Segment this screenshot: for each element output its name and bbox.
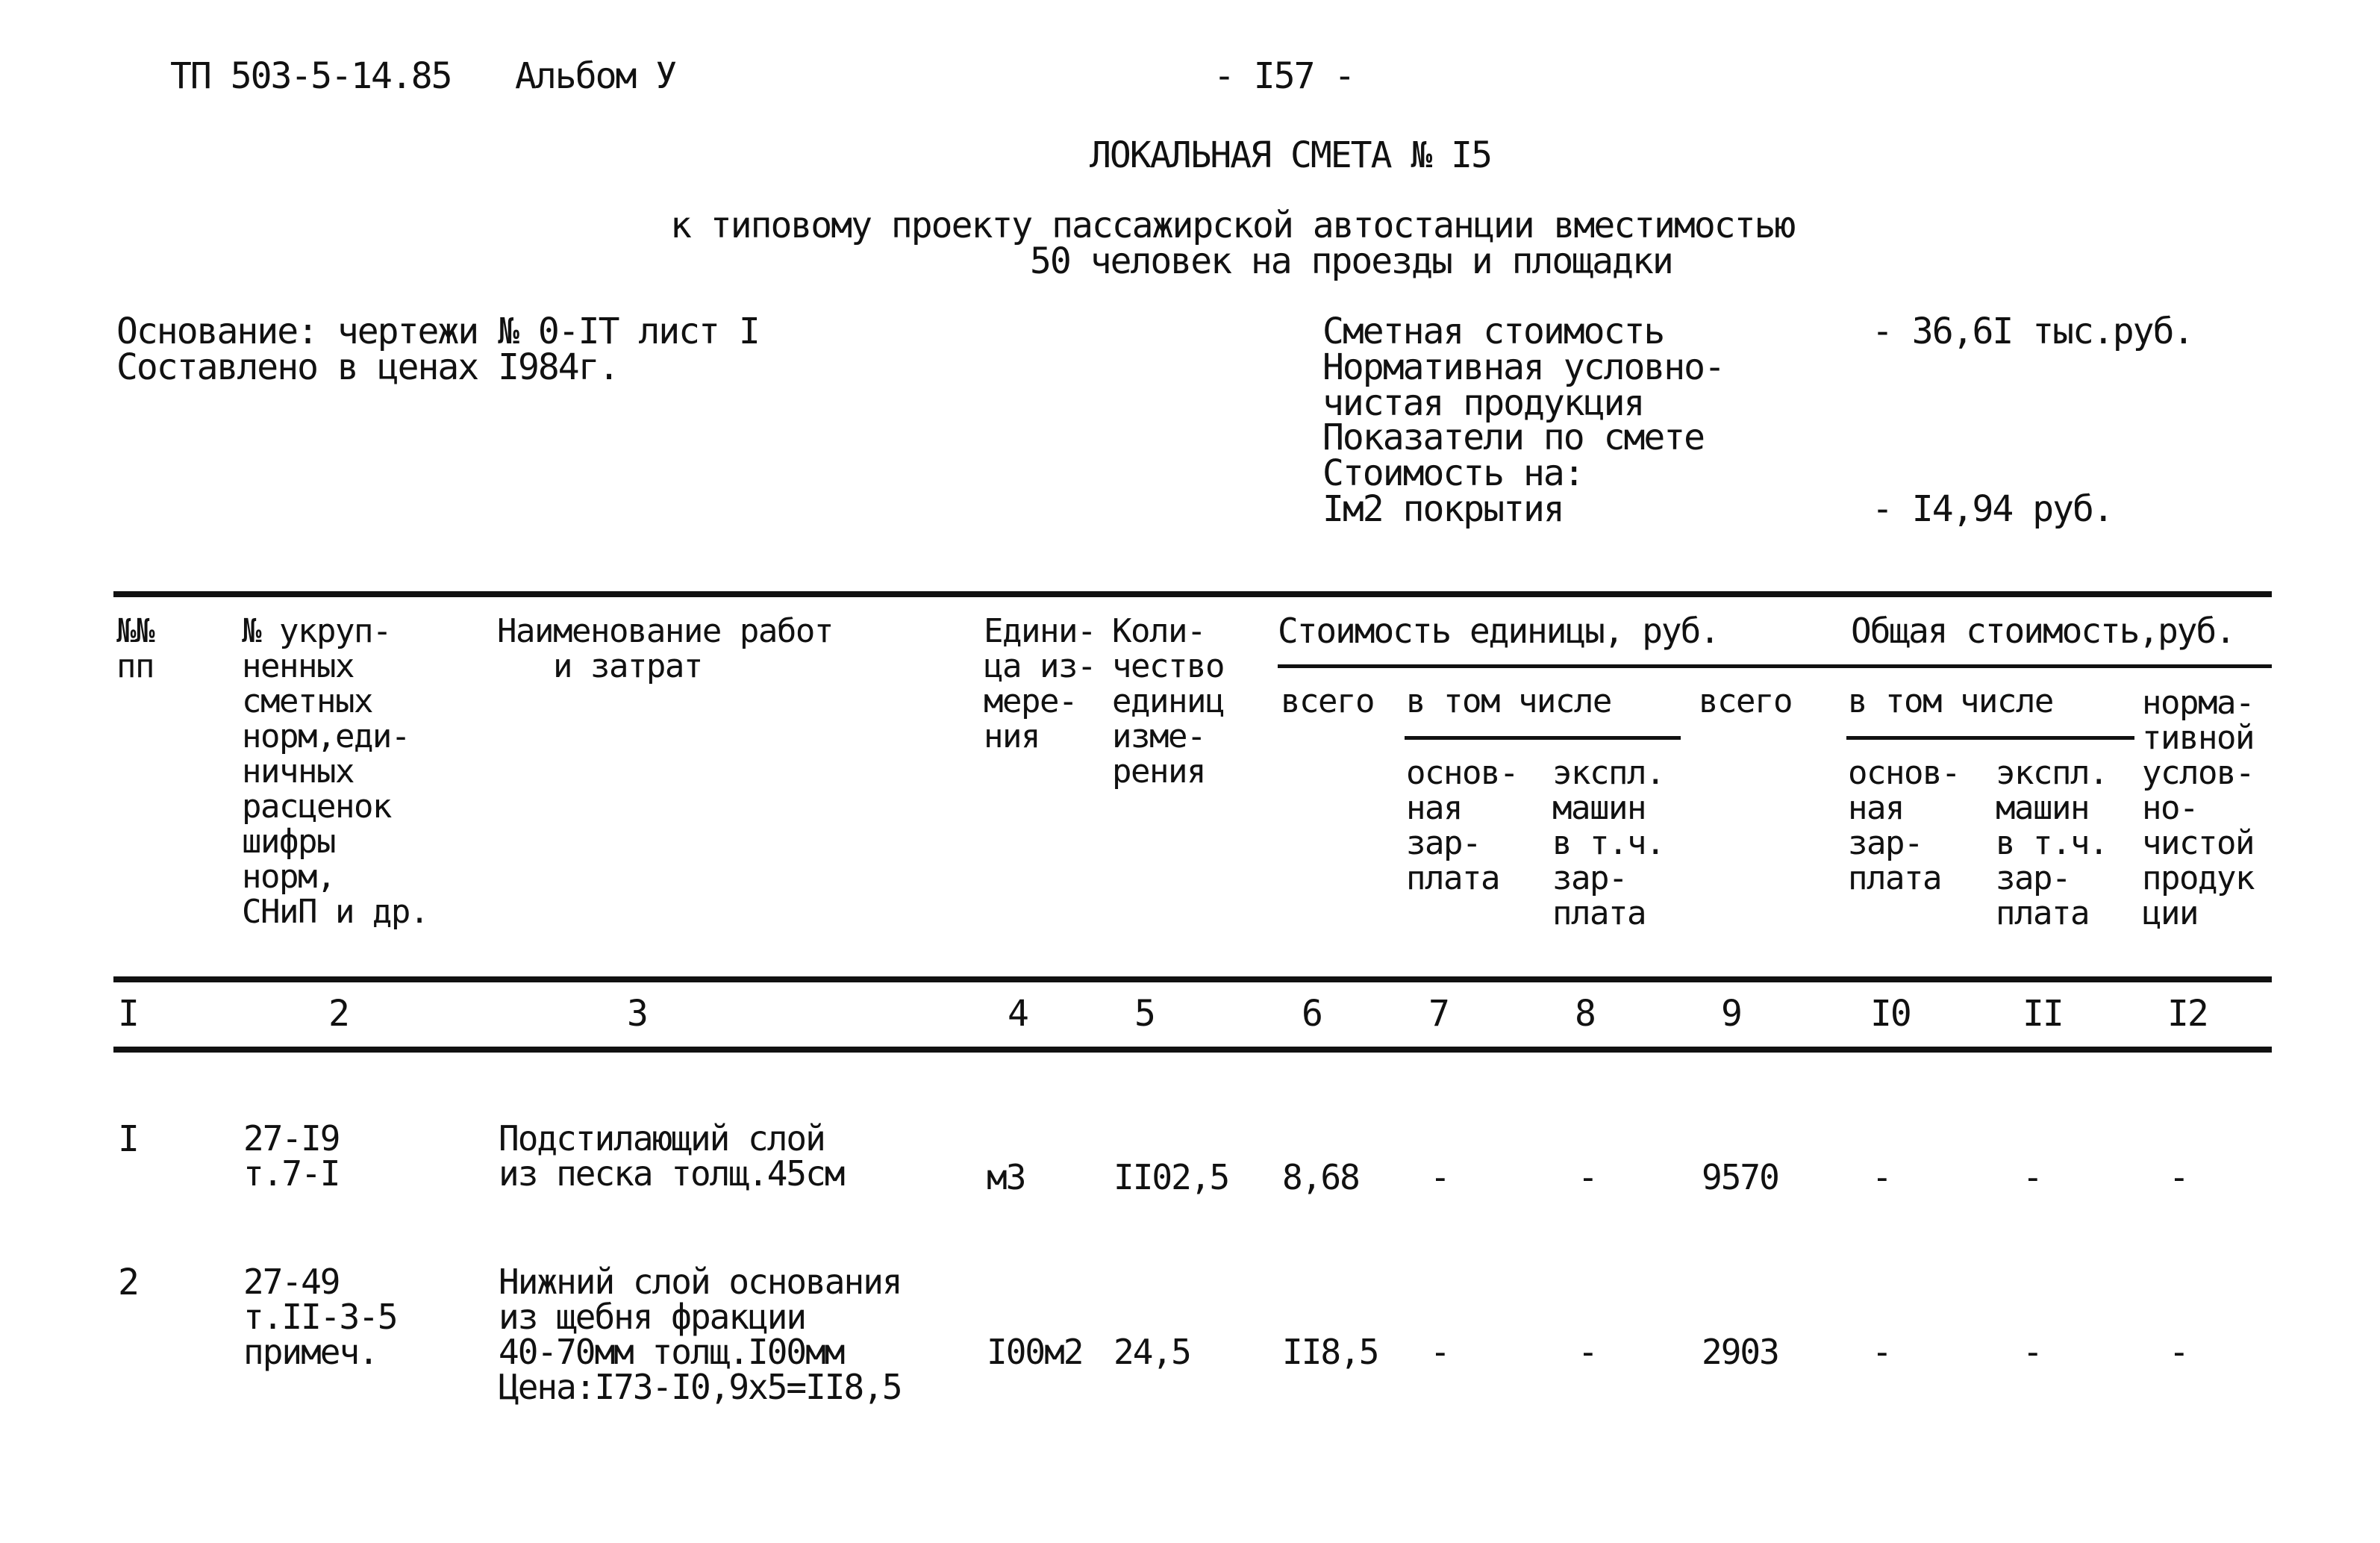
row-work-name: Нижний слой основания из щебня фракции 40-70мм толщ.I00мм Цена:I73-I0,9х5=II8,5 <box>499 1262 902 1407</box>
row-unit-wage: - <box>1430 1332 1449 1372</box>
row-unit-machines: - <box>1578 1332 1597 1372</box>
header-total-basic-wage: основ- ная зар- плата <box>1848 754 1960 897</box>
row-norm-code: 27-49 т.II-3-5 примеч. <box>243 1262 397 1372</box>
header-unit-basic-wage: основ- ная зар- плата <box>1406 754 1518 897</box>
page-number: - I57 - <box>1214 55 1355 97</box>
row-unit-total: 8,68 <box>1282 1157 1359 1197</box>
column-number: 7 <box>1428 993 1449 1035</box>
basis-line-2: Составлено в ценах I984г. <box>116 346 619 388</box>
column-number: 6 <box>1302 993 1322 1035</box>
page-title: ЛОКАЛЬНАЯ СМЕТА № I5 <box>1090 134 1491 176</box>
header-total-machines: экспл. машин в т.ч. зар- плата <box>1996 754 2108 932</box>
group-divider-rule <box>1278 664 2272 668</box>
column-number: I2 <box>2167 993 2208 1035</box>
row-total-normative: - <box>2169 1332 2188 1372</box>
document-reference: ТП 503-5-14.85 <box>170 55 452 97</box>
row-total-normative: - <box>2169 1157 2188 1197</box>
header-unit-incl: в том числе <box>1406 682 1611 720</box>
normative-label-2: чистая продукция <box>1322 382 1644 424</box>
normative-label-1: Нормативная условно- <box>1322 346 1724 388</box>
header-total-incl: в том числе <box>1848 682 2053 720</box>
unit-incl-divider-rule <box>1405 736 1681 740</box>
column-number: 9 <box>1721 993 1741 1035</box>
row-unit: I00м2 <box>987 1332 1083 1372</box>
row-total-machines: - <box>2023 1157 2042 1197</box>
row-unit: м3 <box>987 1157 1025 1197</box>
table-top-rule <box>113 591 2272 597</box>
column-number: 4 <box>1008 993 1028 1035</box>
header-total-cost-group: Общая стоимость,руб. <box>1851 611 2234 651</box>
row-unit-total: II8,5 <box>1282 1332 1378 1372</box>
header-row-number: №№ пп <box>116 612 154 685</box>
album-label: Альбом У <box>515 55 676 97</box>
subtitle-line-1: к типовому проекту пассажирской автостанции вместимостью <box>670 205 1795 246</box>
header-work-name: Наименование работ и затрат <box>497 612 833 685</box>
column-number: 5 <box>1134 993 1155 1035</box>
column-number: II <box>2023 993 2063 1035</box>
row-quantity: II02,5 <box>1114 1157 1229 1197</box>
row-quantity: 24,5 <box>1114 1332 1190 1372</box>
estimated-cost-value: - 36,6I тыс.руб. <box>1872 311 2193 352</box>
header-total-total: всего <box>1699 682 1792 720</box>
basis-line-1: Основание: чертежи № 0-IТ лист I <box>116 311 759 352</box>
row-total-machines: - <box>2023 1332 2042 1372</box>
header-unit: Едини- ца из- мере- ния <box>984 612 1096 755</box>
indicators-label: Показатели по смете <box>1322 417 1705 458</box>
per-m2-value: - I4,94 руб. <box>1872 488 2113 530</box>
header-unit-total: всего <box>1281 682 1374 720</box>
row-unit-wage: - <box>1430 1157 1449 1197</box>
header-norm-code: № укруп- ненных сметных норм,еди- ничных расценок шифры норм, СНиП и др. <box>242 612 428 931</box>
column-number: 8 <box>1575 993 1595 1035</box>
estimated-cost-label: Сметная стоимость <box>1322 311 1664 352</box>
header-unit-cost-group: Стоимость единицы, руб. <box>1278 611 1719 651</box>
per-m2-label: Iм2 покрытия <box>1322 488 1564 530</box>
column-number: I <box>118 993 138 1035</box>
header-total-normative: норма- тивной услов- но- чистой продук ции <box>2142 684 2254 932</box>
row-number: I <box>118 1118 138 1160</box>
column-number: 3 <box>627 993 647 1035</box>
total-incl-divider-rule <box>1846 736 2134 740</box>
header-bottom-rule <box>113 976 2272 982</box>
row-work-name: Подстилающий слой из песка толщ.45см <box>499 1118 844 1194</box>
column-number: I0 <box>1870 993 1911 1035</box>
row-total: 9570 <box>1702 1157 1778 1197</box>
numbers-bottom-rule <box>113 1047 2272 1053</box>
row-unit-machines: - <box>1578 1157 1597 1197</box>
header-quantity: Коли- чество единиц изме- рения <box>1112 612 1224 791</box>
row-total-wage: - <box>1872 1157 1891 1197</box>
row-total-wage: - <box>1872 1332 1891 1372</box>
row-number: 2 <box>118 1262 138 1303</box>
column-number: 2 <box>328 993 349 1035</box>
header-unit-machines: экспл. машин в т.ч. зар- плата <box>1552 754 1664 932</box>
cost-for-label: Стоимость на: <box>1322 452 1584 494</box>
row-norm-code: 27-I9 т.7-I <box>243 1118 340 1194</box>
subtitle-line-2: 50 человек на проезды и площадки <box>1030 240 1672 282</box>
row-total: 2903 <box>1702 1332 1778 1372</box>
